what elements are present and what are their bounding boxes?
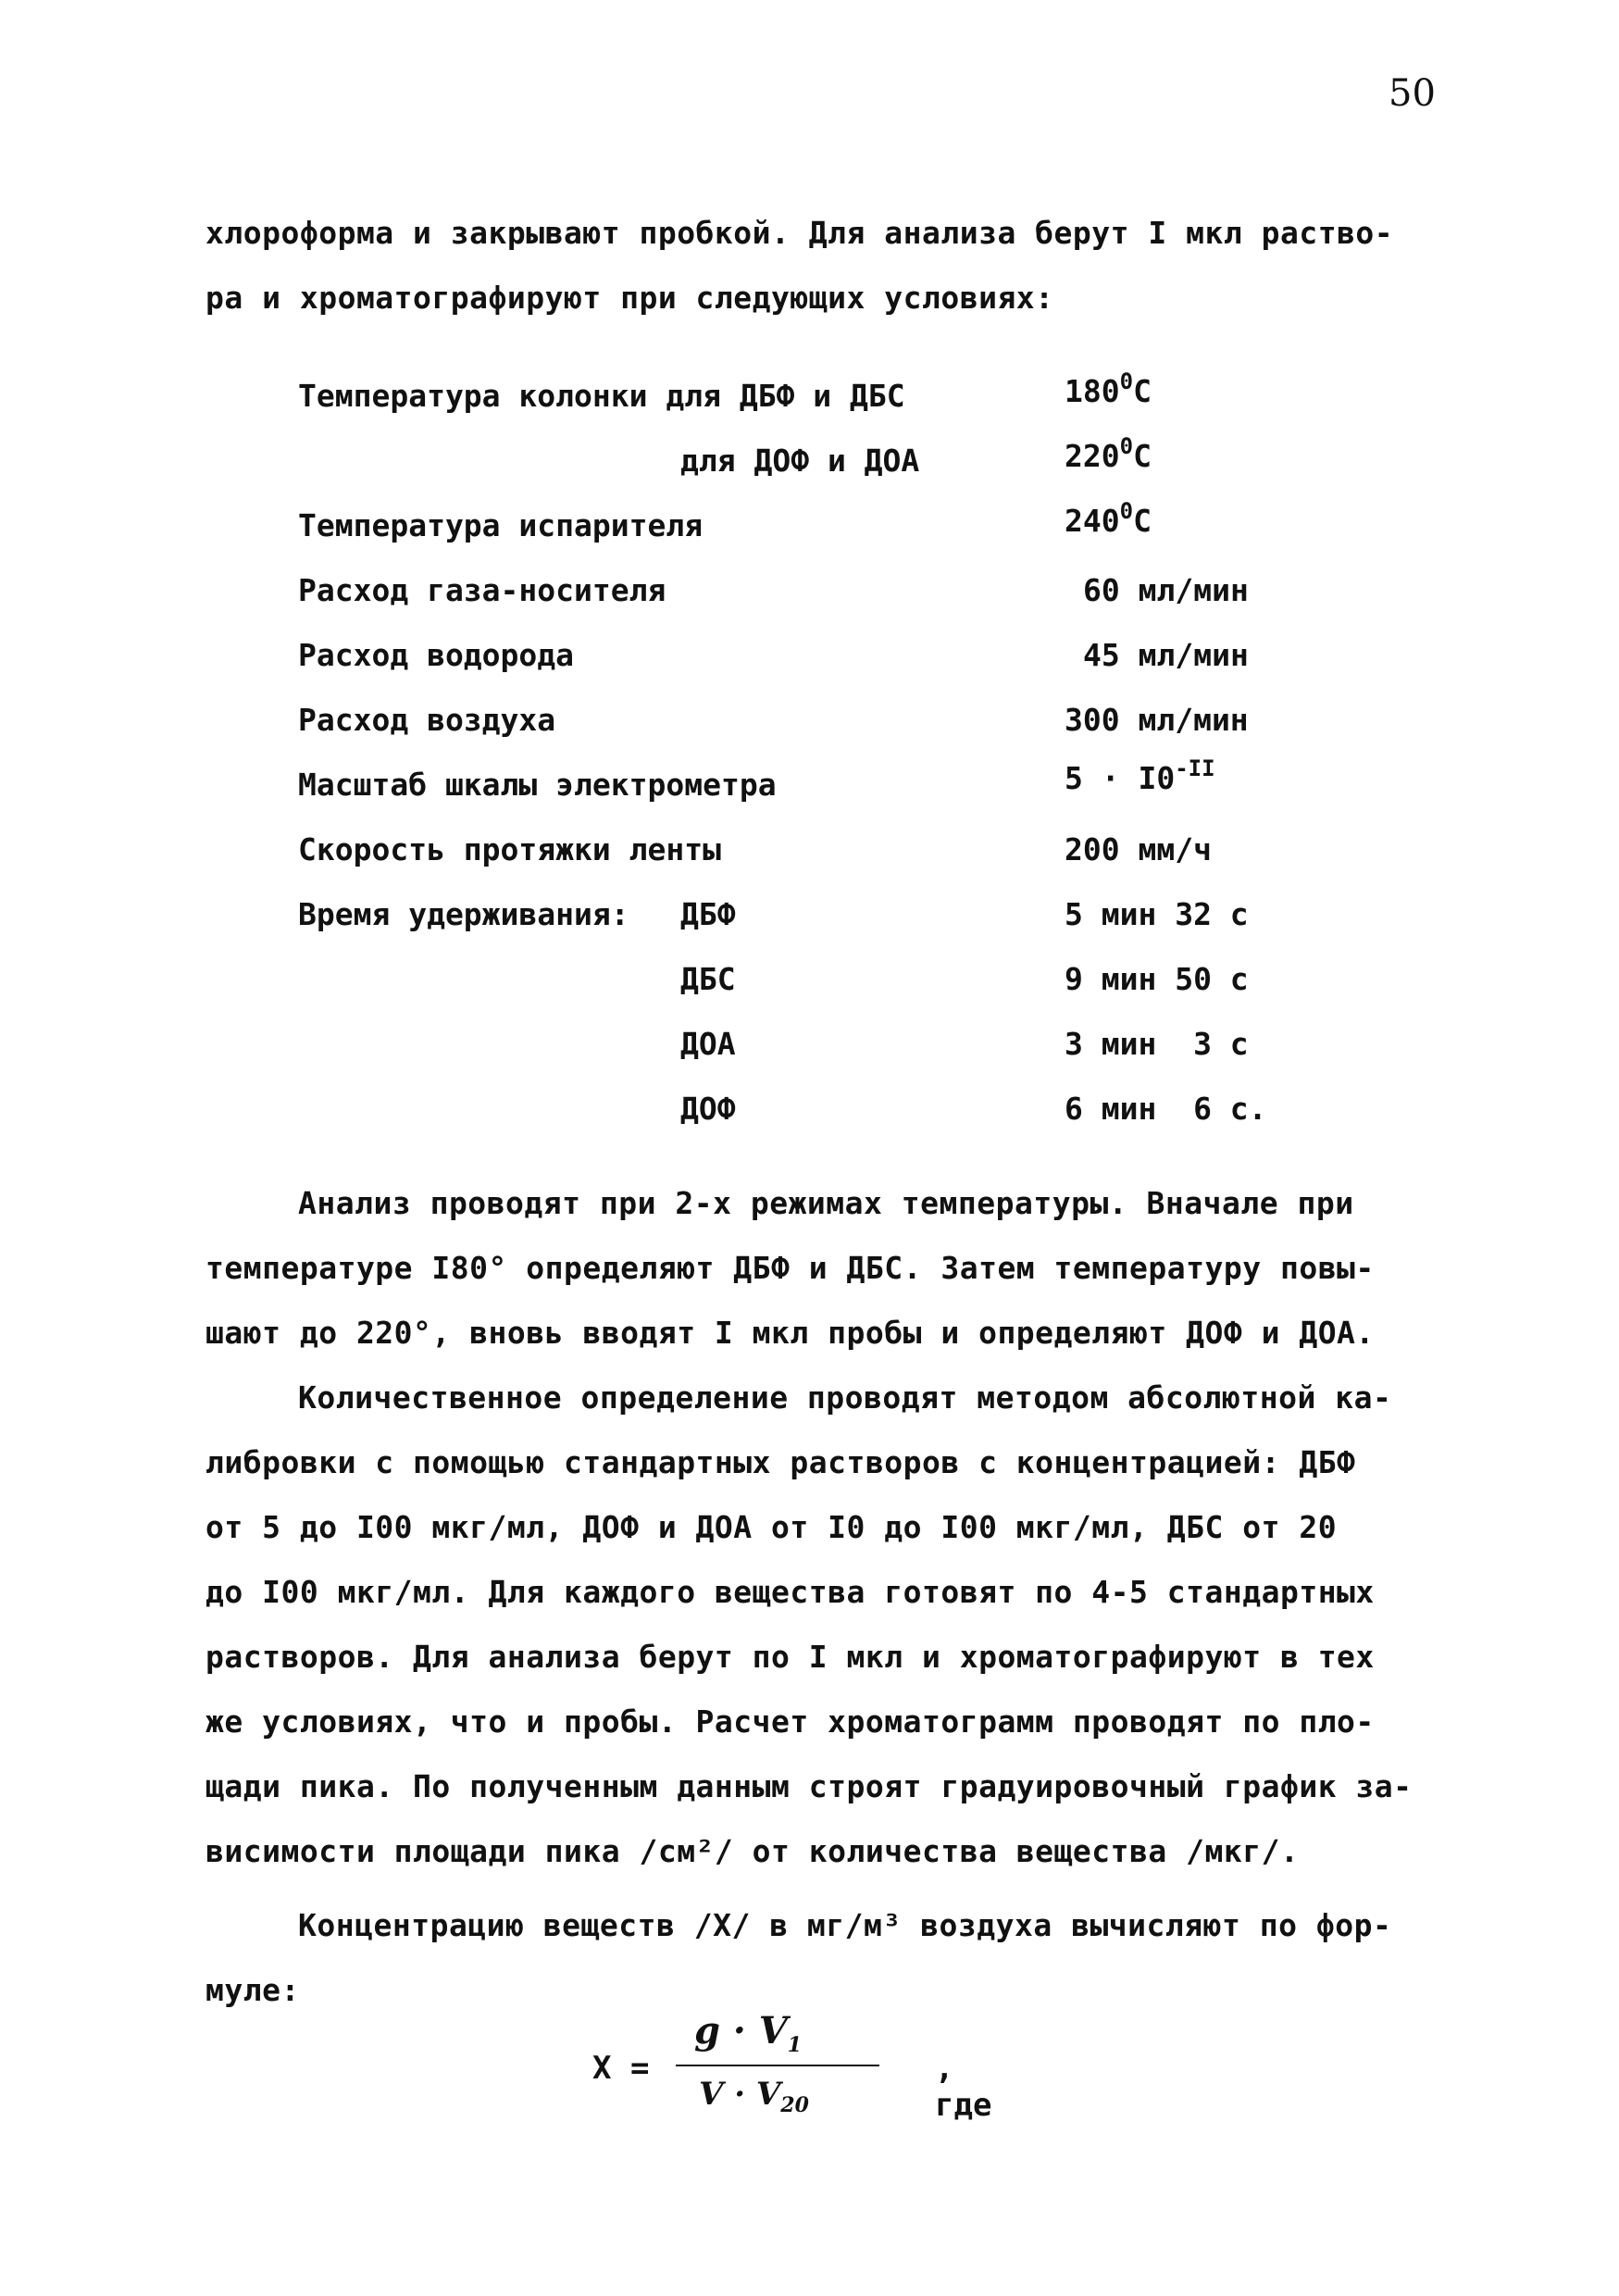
condition-value-7: $5 \cdot I0^{-II}$ bbox=[1065, 755, 1215, 796]
paragraph2-line-6: же условиях, что и пробы. Расчет хроматограмм проводят по пло- bbox=[205, 1703, 1375, 1740]
concentration-formula bbox=[592, 2009, 1018, 2129]
condition-value-1: $180^0С$ bbox=[1065, 368, 1152, 409]
condition-sub-9: ДБФ bbox=[680, 896, 736, 932]
paragraph3-line-2: муле: bbox=[205, 1972, 300, 2008]
condition-sub-10: ДБС bbox=[680, 961, 736, 997]
paragraph2-line-2: либровки с помощью стандартных растворов с концентрацией: ДБФ bbox=[205, 1444, 1356, 1480]
paragraph1-line-1: Анализ проводят при 2-х режимах температуры. Вначале при bbox=[298, 1185, 1354, 1221]
paragraph2-line-3: от 5 до I00 мкг/мл, ДОФ и ДОА от I0 до I00 мкг/мл, ДБС от 20 bbox=[205, 1509, 1338, 1545]
intro-line-2: ра и хроматографируют при следующих условиях: bbox=[205, 280, 1054, 316]
condition-label-6: Расход воздуха bbox=[298, 702, 556, 738]
paragraph2-line-4: до I00 мкг/мл. Для каждого вещества готовят по 4-5 стандартных bbox=[205, 1574, 1375, 1610]
paragraph1-line-3: шают до 220°, вновь вводят I мкл пробы и определяют ДОФ и ДОА. bbox=[205, 1315, 1375, 1351]
condition-label-7: Масштаб шкалы электрометра bbox=[298, 767, 777, 803]
paragraph1-line-2: температуре I80° определяют ДБФ и ДБС. Затем температуру повы- bbox=[205, 1250, 1375, 1286]
paragraph2-line-8: висимости площади пика /см²/ от количества вещества /мкг/. bbox=[205, 1833, 1300, 1869]
condition-value-2: $220^0С$ bbox=[1065, 433, 1152, 474]
condition-value-11: 3 мин 3 с bbox=[1065, 1026, 1249, 1062]
paragraph2-line-5: растворов. Для анализа берут по I мкл и хроматографируют в тех bbox=[205, 1639, 1375, 1675]
condition-value-4: 60 мл/мин bbox=[1083, 572, 1249, 608]
condition-sub-12: ДОФ bbox=[680, 1091, 736, 1127]
condition-value-6: 300 мл/мин bbox=[1065, 702, 1249, 738]
formula-suffix: , где bbox=[935, 2050, 992, 2124]
condition-value-3: $240^0С$ bbox=[1065, 498, 1152, 539]
condition-label-1: Температура колонки для ДБФ и ДБС bbox=[298, 378, 905, 414]
condition-value-12: 6 мин 6 с. bbox=[1065, 1091, 1267, 1127]
condition-label-5: Расход водорода bbox=[298, 637, 575, 673]
condition-value-8: 200 мм/ч bbox=[1065, 831, 1212, 867]
condition-value-9: 5 мин 32 с bbox=[1065, 896, 1249, 932]
formula-numerator: $g \cdot V_1$ bbox=[694, 2009, 803, 2057]
condition-value-5: 45 мл/мин bbox=[1083, 637, 1249, 673]
condition-label-3: Температура испарителя bbox=[298, 507, 704, 543]
formula-lhs: X = bbox=[592, 2050, 650, 2087]
condition-value-10: 9 мин 50 с bbox=[1065, 961, 1249, 997]
condition-label-9: Время удерживания: bbox=[298, 896, 629, 932]
condition-label-8: Скорость протяжки ленты bbox=[298, 831, 721, 867]
paragraph3-line-1: Концентрацию веществ /Х/ в мг/м³ воздуха вычисляют по фор- bbox=[298, 1907, 1392, 1943]
condition-sub-11: ДОА bbox=[680, 1026, 736, 1062]
condition-label-4: Расход газа-носителя bbox=[298, 572, 666, 608]
paragraph2-line-7: щади пика. По полученным данным строят градуировочный график за- bbox=[205, 1768, 1413, 1804]
page-number: 50 bbox=[1389, 72, 1436, 115]
intro-line-1: хлороформа и закрывают пробкой. Для анализа берут I мкл раство- bbox=[205, 215, 1394, 251]
paragraph2-line-1: Количественное определение проводят методом абсолютной ка- bbox=[298, 1379, 1392, 1416]
formula-denominator: $V \cdot V_{20}$ bbox=[699, 2076, 809, 2117]
condition-label-2: для ДОФ и ДОА bbox=[680, 443, 920, 479]
formula-fraction-bar bbox=[676, 2065, 879, 2066]
